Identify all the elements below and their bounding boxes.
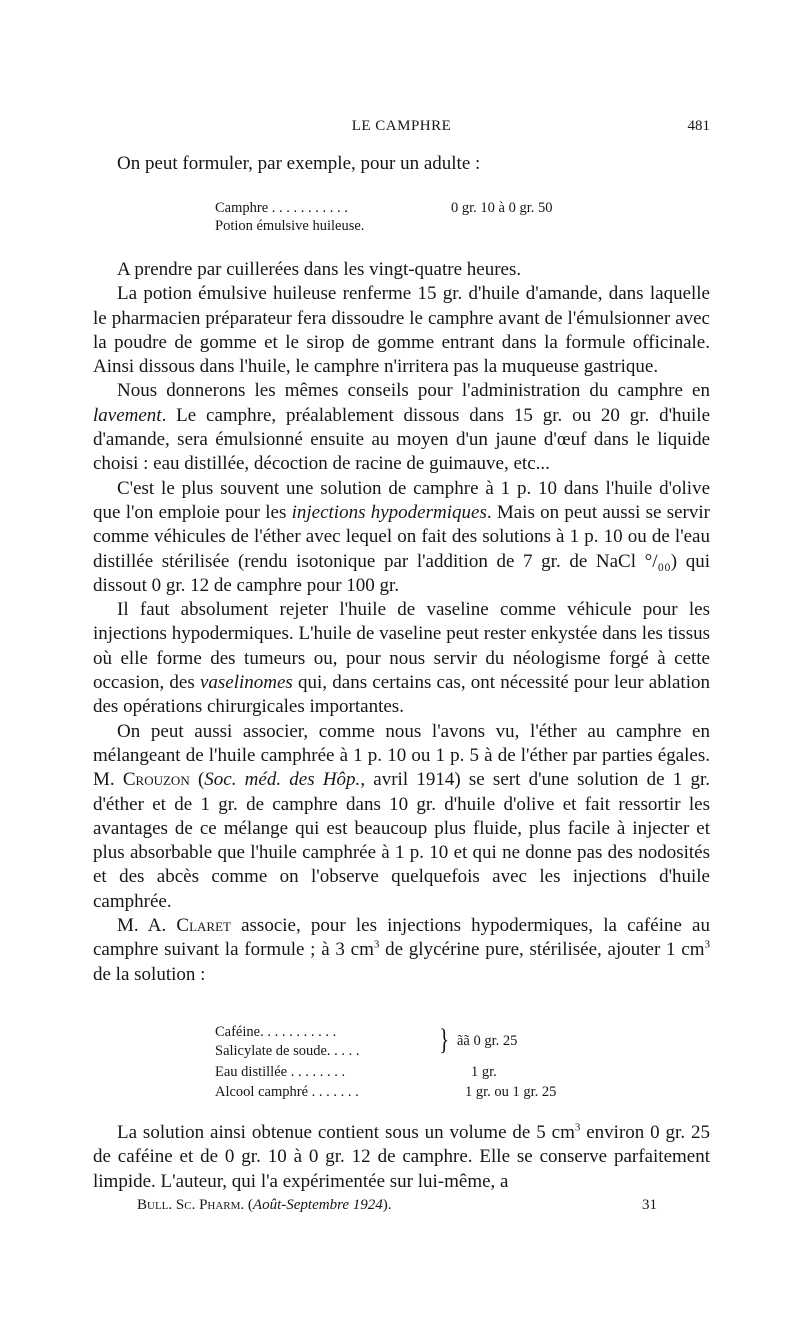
paragraph-solution [93, 1121, 710, 1194]
text-run: . Le camphre, préalablement dissous dans 15 gr. ou 20 gr. d'huile d'amande, sera émulsionné ensuite au moyen d'un jaune d'œuf dans le liquide choisi : eau distillée, décoction de racine de guimauve, etc... [93, 404, 710, 475]
issue-date: Août-Septembre 1924 [252, 1197, 383, 1213]
text-run: qui, dans certains cas, ont nécessité pour leur ablation des opérations chirurgicales importantes. [93, 672, 710, 718]
journal-reference [137, 1197, 392, 1214]
text-run: Nous donnerons les mêmes conseils pour l'administration du camphre en [117, 380, 710, 402]
running-head [93, 118, 710, 140]
grouping-brace: } [439, 1023, 450, 1056]
paragraph-claret [93, 914, 710, 987]
author-name-crouzon: Crouzon [122, 769, 190, 791]
paragraph-potion: La potion émulsive huileuse renferme 15 gr. d'huile d'amande, dans laquelle le pharmacien préparateur fera dissoudre le camphre avant de l'émulsionner avec la poudre de gomme et le sirop de gomme entrant dans la formule officinale. Ainsi dissous dans l'huile, le camphre n'irritera pas la muqueuse gastrique. [93, 283, 710, 378]
page-number: 481 [687, 118, 710, 134]
author-name-claret: Claret [176, 915, 231, 937]
text-run: La solution ainsi obtenue contient sous un volume de 5 cm [117, 1122, 575, 1143]
ingredient-amount: 0 gr. 10 à 0 gr. 50 [451, 200, 553, 216]
main-text-block [93, 258, 710, 987]
recipe-row [215, 1083, 359, 1101]
emphasis-injections: injections hypodermiques [291, 501, 487, 523]
text-run: de la solution : [93, 963, 206, 985]
paragraph-vaseline [93, 598, 710, 719]
text-run: environ 0 gr. 25 de caféine et de 0 gr. 10 à 0 gr. 12 de camphre. Elle se conserve parfaitement limpide. L'auteur, qui l'a expérimentée sur lui-même, a [93, 1122, 710, 1192]
ingredient-name: Eau distillée . . . . . . . . [215, 1064, 346, 1080]
recipe-caffeine-solution [215, 1023, 615, 1103]
text-run: ) qui dissout 0 gr. 12 de camphre pour 100 gr. [93, 550, 711, 596]
closing-text-block [93, 1121, 710, 1194]
signature-mark: 31 [642, 1197, 657, 1213]
ingredient-name: Camphre . . . . . . . . . . . [215, 200, 348, 216]
permil-symbol: °/₀₀ [644, 550, 671, 572]
intro-block [93, 152, 710, 176]
journal-name: Bull. Sc. Pharm. [137, 1197, 245, 1213]
text-run: . Mais on peut aussi se servir comme véhicules de l'éther avec lequel on fait des solutions à 1 p. 10 ou de l'eau distillée stérilisée (rendu isotonique par l'addition de 7 gr. de NaCl [93, 501, 710, 572]
grouped-amount: ãã 0 gr. 25 [457, 1033, 518, 1049]
text-run: ). [382, 1197, 392, 1213]
recipe-row [215, 217, 553, 235]
text-run: , avril 1914) [360, 769, 461, 791]
recipe-row [215, 1063, 345, 1081]
text-run: ( [189, 769, 205, 791]
text-run: se sert d'une solution de 1 gr. d'éther et de 1 gr. de camphre dans 10 gr. d'huile d'olive et fait ressortir les avantages de ce mélange qui est beaucoup plus fluide, plus facile à injecter et plus absorbable que l'huile camphrée à 1 p. 10 et qui ne donne pas des nodosités et des abcès comme on l'observe quelquefois avec les injections d'huile camphrée. [93, 769, 710, 912]
superscript: 3 [704, 938, 711, 951]
superscript: 3 [373, 938, 380, 951]
text-run: M. A. [117, 915, 177, 937]
ingredient-amount: 1 gr. [471, 1064, 497, 1080]
recipe-row [215, 199, 553, 217]
ingredient-name: Salicylate de soude. . . . . [215, 1043, 360, 1059]
text-run: Il faut absolument rejeter l'huile de vaseline comme véhicule pour les injections hypodermiques. L'huile de vaseline peut rester enkystée dans les tissus où elle forme des tumeurs ou, pour nous servir du néologisme forgé à cette occasion, des [93, 599, 710, 694]
emphasis-lavement: lavement [93, 404, 162, 426]
text-run: de glycérine pure, stérilisée, ajouter 1 cm [379, 939, 705, 961]
running-title: LE CAMPHRE [351, 118, 452, 134]
paragraph-dosage: A prendre par cuillerées dans les vingt-quatre heures. [117, 259, 522, 280]
emphasis-vaselinomes: vaselinomes [199, 672, 293, 694]
text-run: On peut aussi associer, comme nous l'avons vu, l'éther au camphre en mélangeant de l'huile camphrée à 1 p. 10 ou 1 p. 5 à de l'éther par parties égales. M. [93, 720, 710, 791]
recipe-camphor-potion [215, 199, 553, 235]
text-run: associe, pour les injections hypodermiques, la caféine au camphre suivant la formule ; à 3 cm [93, 915, 710, 961]
ingredient-name: Caféine. . . . . . . . . . . [215, 1024, 337, 1040]
ingredient-amount: 1 gr. ou 1 gr. 25 [465, 1084, 557, 1100]
paragraph-lavement [93, 379, 710, 476]
superscript: 3 [574, 1121, 581, 1134]
ingredient-name: Potion émulsive huileuse. [215, 218, 365, 234]
intro-paragraph: On peut formuler, par exemple, pour un adulte : [117, 153, 481, 174]
text-run: ( [244, 1197, 253, 1213]
paragraph-injections [93, 477, 710, 598]
citation-journal: Soc. méd. des Hôp. [204, 769, 361, 791]
recipe-row [215, 1042, 360, 1060]
ingredient-name: Alcool camphré . . . . . . . [215, 1084, 359, 1100]
paragraph-crouzon [93, 720, 710, 914]
text-run: C'est le plus souvent une solution de camphre à 1 p. 10 dans l'huile d'olive que l'on emploie pour les [93, 477, 710, 523]
recipe-row [215, 1023, 336, 1041]
